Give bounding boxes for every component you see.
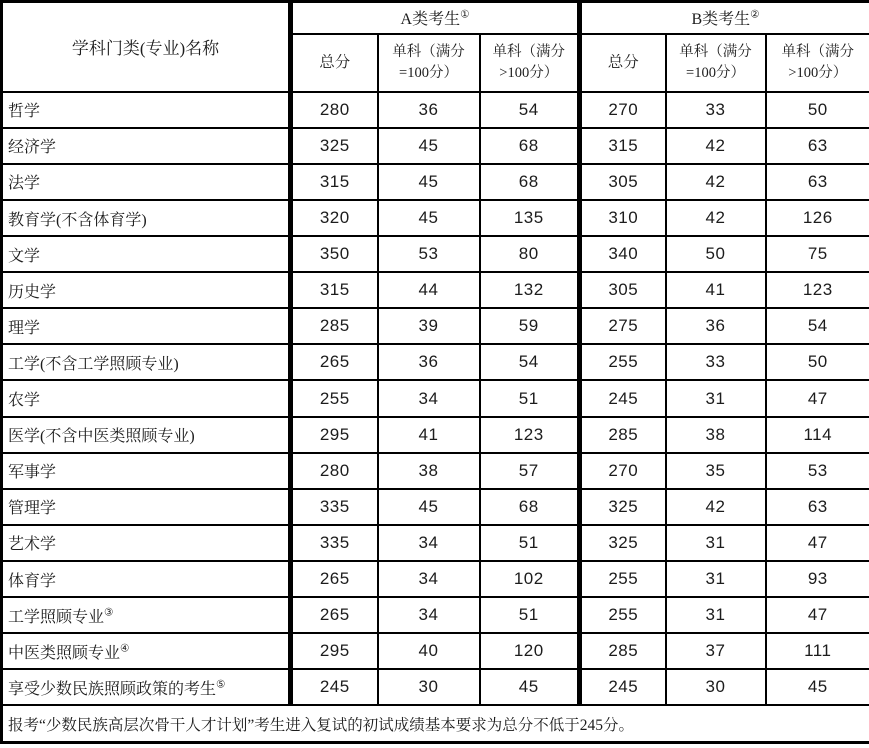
- subject-name-cell: 工学照顾专业③: [2, 597, 291, 633]
- subject-name-cell: 工学(不含工学照顾专业): [2, 344, 291, 380]
- score-cell: 38: [666, 417, 766, 453]
- table-row: [2, 597, 869, 633]
- score-cell: 45: [378, 128, 480, 164]
- score-cell: 93: [766, 561, 869, 597]
- score-cell: 335: [291, 525, 378, 561]
- subject-name-cell: 艺术学: [2, 525, 291, 561]
- score-cell: 44: [378, 272, 480, 308]
- score-cell: 132: [480, 272, 580, 308]
- score-cell: 335: [291, 489, 378, 525]
- score-cell: 275: [580, 308, 666, 344]
- score-cell: 255: [291, 380, 378, 416]
- table-row: [2, 417, 869, 453]
- table-row: [2, 489, 869, 525]
- score-cell: 51: [480, 380, 580, 416]
- score-cell: 34: [378, 380, 480, 416]
- score-cell: 126: [766, 200, 869, 236]
- score-cell: 285: [291, 308, 378, 344]
- subject-name-cell: 哲学: [2, 92, 291, 128]
- group-b-footnote-mark: ②: [750, 9, 760, 21]
- score-cell: 68: [480, 489, 580, 525]
- score-cell: 63: [766, 128, 869, 164]
- score-cell: 57: [480, 453, 580, 489]
- subject-name-cell: 中医类照顾专业④: [2, 633, 291, 669]
- score-cell: 350: [291, 236, 378, 272]
- score-cell: 37: [666, 633, 766, 669]
- group-a-footnote-mark: ①: [460, 9, 470, 21]
- group-b-label: B类考生: [691, 11, 751, 29]
- subject-name-cell: 文学: [2, 236, 291, 272]
- footnote: 报考“少数民族高层次骨干人才计划”考生进入复试的初试成绩基本要求为总分不低于245分。: [2, 705, 869, 742]
- score-cell: 33: [666, 92, 766, 128]
- score-cell: 305: [580, 272, 666, 308]
- table-row: [2, 380, 869, 416]
- score-cell: 30: [666, 669, 766, 705]
- table-row: [2, 308, 869, 344]
- subject-name-cell: 军事学: [2, 453, 291, 489]
- subject-name-cell: 历史学: [2, 272, 291, 308]
- header-subject-label: 学科门类(专业)名称: [71, 39, 220, 59]
- table-row: [2, 633, 869, 669]
- score-cell: 31: [666, 597, 766, 633]
- score-cell: 285: [580, 417, 666, 453]
- score-cell: 255: [580, 597, 666, 633]
- score-cell: 102: [480, 561, 580, 597]
- score-cell: 45: [766, 669, 869, 705]
- score-cell: 325: [580, 489, 666, 525]
- score-cell: 63: [766, 489, 869, 525]
- table-row: [2, 272, 869, 308]
- score-cell: 340: [580, 236, 666, 272]
- score-cell: 36: [378, 344, 480, 380]
- subject-name-cell: 教育学(不含体育学): [2, 200, 291, 236]
- table-row: [2, 561, 869, 597]
- score-cell: 255: [580, 344, 666, 380]
- score-cell: 51: [480, 597, 580, 633]
- score-cell: 255: [580, 561, 666, 597]
- score-cell: 68: [480, 128, 580, 164]
- score-cell: 245: [580, 380, 666, 416]
- header-group-b: [580, 2, 869, 34]
- score-cell: 38: [378, 453, 480, 489]
- table-row: [2, 344, 869, 380]
- header-b-total: 总分: [580, 34, 666, 92]
- score-cell: 75: [766, 236, 869, 272]
- score-cell: 265: [291, 344, 378, 380]
- score-cell: 111: [766, 633, 869, 669]
- table-row: [2, 128, 869, 164]
- score-cell: 315: [580, 128, 666, 164]
- subject-name-cell: 管理学: [2, 489, 291, 525]
- table-row: [2, 525, 869, 561]
- score-cell: 54: [480, 92, 580, 128]
- score-cell: 45: [480, 669, 580, 705]
- score-cell: 63: [766, 164, 869, 200]
- score-cell: 285: [580, 633, 666, 669]
- score-cell: 54: [766, 308, 869, 344]
- score-cell: 135: [480, 200, 580, 236]
- score-cell: 265: [291, 561, 378, 597]
- score-cell: 40: [378, 633, 480, 669]
- subject-name-cell: 法学: [2, 164, 291, 200]
- score-cell: 245: [291, 669, 378, 705]
- score-cell: 45: [378, 200, 480, 236]
- score-cell: 31: [666, 380, 766, 416]
- score-cell: 47: [766, 380, 869, 416]
- header-a-total: 总分: [291, 34, 378, 92]
- subject-name-cell: 理学: [2, 308, 291, 344]
- score-cell: 270: [580, 453, 666, 489]
- score-cell: 325: [580, 525, 666, 561]
- score-cell: 41: [666, 272, 766, 308]
- score-cell: 123: [480, 417, 580, 453]
- table-row: [2, 200, 869, 236]
- score-cell: 68: [480, 164, 580, 200]
- score-cell: 33: [666, 344, 766, 380]
- table-row: [2, 669, 869, 705]
- score-cell: 34: [378, 597, 480, 633]
- score-cell: 295: [291, 633, 378, 669]
- table-row: [2, 164, 869, 200]
- score-cell: 45: [378, 489, 480, 525]
- score-cell: 41: [378, 417, 480, 453]
- score-cell: 53: [378, 236, 480, 272]
- score-cell: 270: [580, 92, 666, 128]
- score-cell: 47: [766, 525, 869, 561]
- score-cell: 39: [378, 308, 480, 344]
- score-cell: 59: [480, 308, 580, 344]
- score-cell: 295: [291, 417, 378, 453]
- score-cell: 265: [291, 597, 378, 633]
- score-cell: 47: [766, 597, 869, 633]
- score-cell: 305: [580, 164, 666, 200]
- subject-name-cell: 医学(不含中医类照顾专业): [2, 417, 291, 453]
- score-cell: 80: [480, 236, 580, 272]
- score-cell: 34: [378, 561, 480, 597]
- header-a-single-100: 单科（满分 =100分）: [378, 34, 480, 92]
- table-row: [2, 236, 869, 272]
- score-cell: 315: [291, 272, 378, 308]
- score-cell: 50: [666, 236, 766, 272]
- score-cell: 120: [480, 633, 580, 669]
- subject-name-cell: 享受少数民族照顾政策的考生⑤: [2, 669, 291, 705]
- score-cell: 280: [291, 453, 378, 489]
- score-cell: 35: [666, 453, 766, 489]
- header-a-single-gt100: 单科（满分 >100分）: [480, 34, 580, 92]
- score-cell: 50: [766, 344, 869, 380]
- score-cell: 315: [291, 164, 378, 200]
- table-row: [2, 453, 869, 489]
- score-cell: 42: [666, 489, 766, 525]
- score-cell: 36: [378, 92, 480, 128]
- score-cell: 280: [291, 92, 378, 128]
- score-cell: 42: [666, 200, 766, 236]
- score-cell: 53: [766, 453, 869, 489]
- subject-name-cell: 体育学: [2, 561, 291, 597]
- group-a-label: A类考生: [400, 11, 461, 29]
- score-cell: 42: [666, 164, 766, 200]
- score-cell: 114: [766, 417, 869, 453]
- score-cell: 51: [480, 525, 580, 561]
- score-cell: 50: [766, 92, 869, 128]
- score-cell: 36: [666, 308, 766, 344]
- header-b-single-gt100: 单科（满分 >100分）: [766, 34, 869, 92]
- score-cell: 320: [291, 200, 378, 236]
- score-cell: 31: [666, 561, 766, 597]
- header-subject-column: [2, 2, 291, 92]
- score-cell: 54: [480, 344, 580, 380]
- footnote-row: [2, 705, 869, 742]
- header-row-groups: [2, 2, 869, 34]
- table-row: [2, 92, 869, 128]
- score-cell: 30: [378, 669, 480, 705]
- subject-name-cell: 经济学: [2, 128, 291, 164]
- header-b-single-100: 单科（满分 =100分）: [666, 34, 766, 92]
- score-cell: 325: [291, 128, 378, 164]
- score-cell: 123: [766, 272, 869, 308]
- header-group-a: [291, 2, 580, 34]
- score-cell: 310: [580, 200, 666, 236]
- score-cell: 45: [378, 164, 480, 200]
- score-cell: 42: [666, 128, 766, 164]
- score-cell: 31: [666, 525, 766, 561]
- score-cell: 34: [378, 525, 480, 561]
- score-cell: 245: [580, 669, 666, 705]
- subject-name-cell: 农学: [2, 380, 291, 416]
